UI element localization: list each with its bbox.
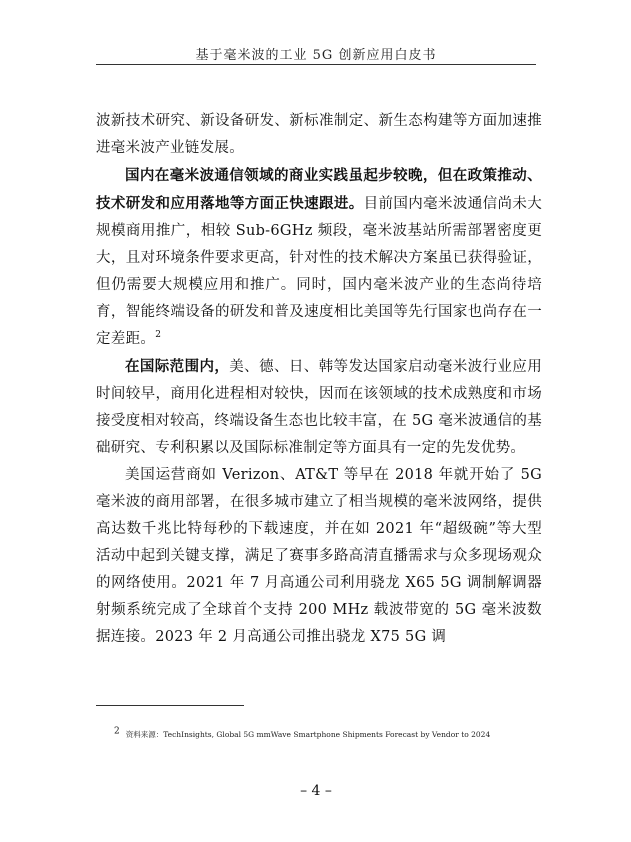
paragraph-3-text: 美、德、日、韩等发达国家启动毫米波行业应用时间较早，商用化进程相对较快，因而在该领域的技术成熟度和市场接受度相对较高，终端设备生态也比较丰富，在 5G 毫米波通信的基础研究、专利积累以及国际标准制定等方面具有一定的先发优势。 xyxy=(96,359,542,456)
paragraph-2-text: 目前国内毫米波通信尚未大规模商用推广，相较 Sub-6GHz 频段，毫米波基站所需部署密度更大，且对环境条件要求更高，针对性的技术解决方案虽已获得验证，但仍需要大规模应用和推广。同时，国内毫米波产业的生态尚待培育，智能终端设备的研发和普及速度相比美国等先行国家也尚存在一定差距。 xyxy=(96,196,542,347)
footnote-rule xyxy=(96,705,244,706)
footnote xyxy=(114,726,544,740)
body-text xyxy=(96,108,542,651)
footnote-ref[interactable]: 2 xyxy=(155,330,162,341)
paragraph-2-lead: 国内在毫米波通信领域的商业实践虽起步较晚，但在政策推动、技术研发和应用落地等方面正快速跟进。 xyxy=(96,167,542,212)
page-number: – 4 – xyxy=(300,783,332,799)
footnote-text: TechInsights, Global 5G mmWave Smartphone Shipments Forecast by Vendor to 2024 xyxy=(163,730,491,739)
paragraph-4 xyxy=(96,462,542,651)
footnote-label: 资料来源： xyxy=(125,730,164,739)
paragraph-3-lead: 在国际范围内， xyxy=(125,358,230,375)
paragraph-3 xyxy=(96,353,542,462)
running-header: 基于毫米波的工业 5G 创新应用白皮书 xyxy=(195,48,437,63)
paragraph-1-text: 波新技术研究、新设备研发、新标准制定、新生态构建等方面加速推进毫米波产业链发展。 xyxy=(96,113,542,156)
paragraph-2 xyxy=(96,162,542,353)
paragraph-4-text: 美国运营商如 Verizon、AT&T 等早在 2018 年就开始了 5G 毫米波的商用部署，在很多城市建立了相当规模的毫米波网络，提供高达数千兆比特每秒的下载速度，并在如 2021 年“超级碗”等大型活动中起到关键支撑，满足了赛事多路高清直播需求与众多现场观众的网络使用。2021 年 7 月高通公司利用骁龙 X65 5G 调制解调器射频系统完成了全球首个支持 200 MHz 载波带宽的 5G 毫米波数据连接。2023 年 2 月高通公司推出骁龙 X75 5G 调 xyxy=(96,467,542,645)
paragraph-1 xyxy=(96,108,542,162)
header-rule xyxy=(96,64,536,65)
footnote-number: 2 xyxy=(114,726,120,737)
